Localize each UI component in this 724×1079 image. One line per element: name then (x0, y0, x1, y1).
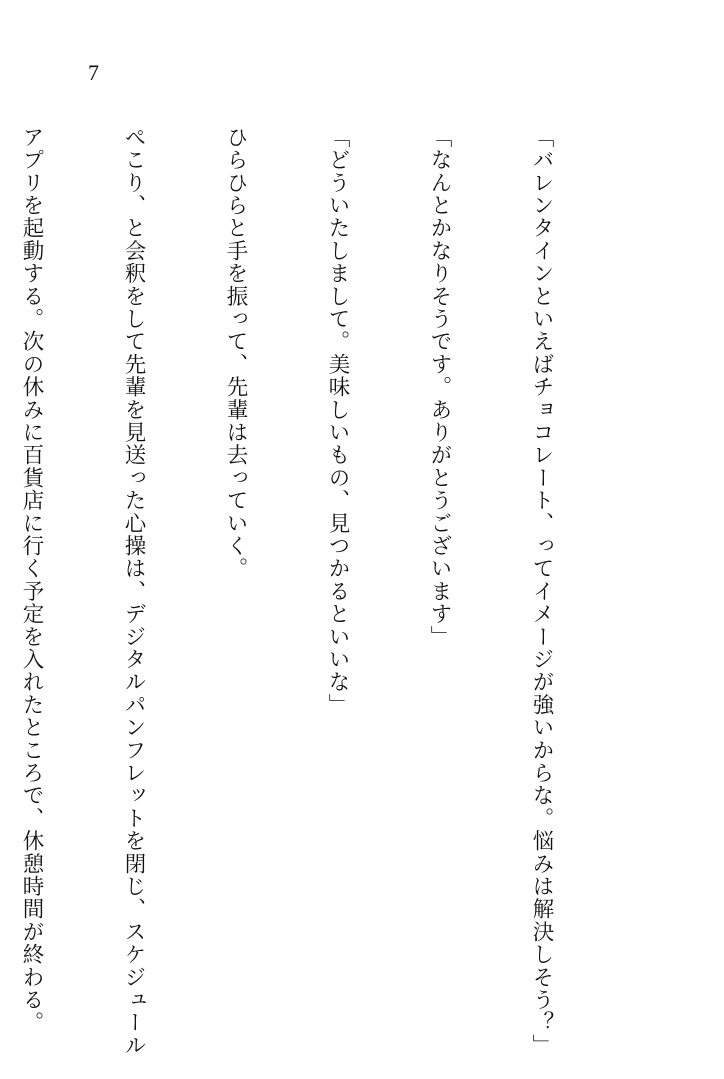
text-line: 「バレンタインといえばチョコレート、ってイメージが強いからな。悩みは解決しそう？」 (529, 126, 554, 1057)
text-line: アプリを起動する。次の休みに百貨店に行く予定を入れたところで、休憩時間が終わる。 (19, 126, 44, 1034)
text-line: 「なんとかなりそうです。ありがとうございます」 (427, 126, 452, 649)
vertical-text-body (19, 126, 626, 1057)
text-line: 「どういたしまして。美味しいもの、見つかるといいな」 (325, 126, 350, 717)
text-line: ぺこり、と会釈をして先輩を見送った心操は、デジタルパンフレットを閉じ、スケジュール (121, 126, 146, 1057)
text-line: ひらひらと手を振って、先輩は去っていく。 (223, 126, 248, 580)
page-number: 7 (88, 60, 99, 85)
